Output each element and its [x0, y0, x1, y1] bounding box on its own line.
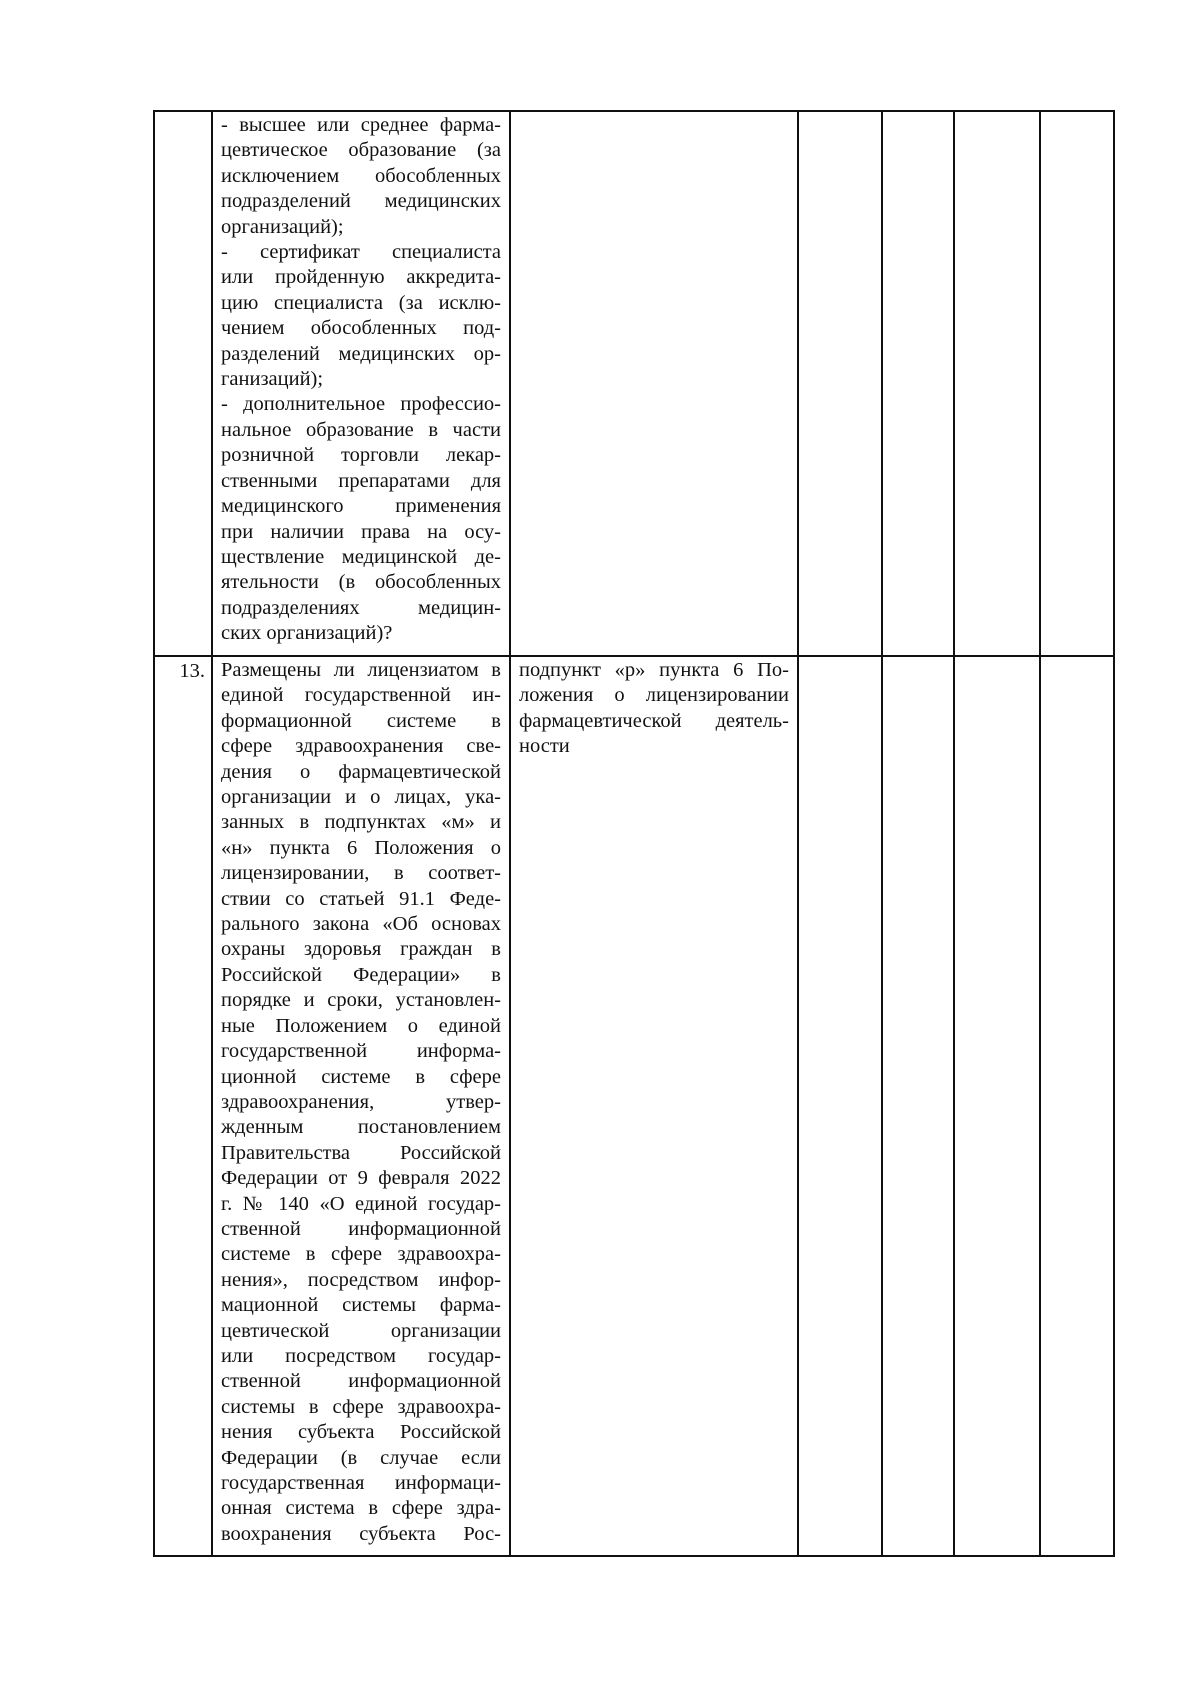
answer-cell-yes — [798, 111, 882, 656]
answer-cell-no — [882, 656, 954, 1556]
text-line: организаций); — [221, 215, 344, 238]
text-line: нения», посредством инфор- — [221, 1268, 501, 1291]
text-line: цевтической организации — [221, 1319, 501, 1342]
answer-cell-no — [882, 111, 954, 656]
text-line: нения субъекта Российской — [221, 1421, 501, 1444]
checklist-table — [153, 110, 1115, 1557]
text-line: занных в подпунктах «м» и — [221, 811, 501, 834]
text-line: или пройденную аккредита- — [221, 266, 501, 289]
text-line: г. № 140 «О единой государ- — [221, 1192, 501, 1215]
text-line: государственной информа- — [221, 1040, 501, 1063]
reference-text — [511, 657, 797, 760]
text-line: системы в сфере здравоохра- — [221, 1395, 501, 1418]
reference-cell — [510, 656, 798, 1556]
text-line: Федерации (в случае если — [221, 1446, 501, 1469]
text-line: подразделений медицинских — [221, 190, 501, 213]
text-line: ложения о лицензировании — [519, 684, 789, 707]
number-cell — [154, 656, 212, 1556]
text-line: - дополнительное профессио- — [221, 393, 501, 416]
text-line: Правительства Российской — [221, 1141, 501, 1164]
text-line: исключением обособленных — [221, 164, 501, 187]
text-line: фармацевтической деятель- — [519, 709, 789, 732]
table-row — [154, 111, 1114, 656]
text-line: ятельности (в обособленных — [221, 571, 501, 594]
text-line: ности — [519, 735, 570, 758]
text-line: подпункт «р» пункта 6 По- — [519, 659, 789, 681]
text-line: ственной информационной — [221, 1217, 501, 1240]
text-line: организации и о лицах, ука- — [221, 786, 501, 809]
notes-cell — [1040, 656, 1114, 1556]
notes-cell — [1040, 111, 1114, 656]
text-line: ских организаций)? — [221, 622, 393, 645]
text-line: системе в сфере здравоохра- — [221, 1243, 501, 1266]
text-line: Размещены ли лицензиатом в — [221, 659, 501, 681]
text-line: цевтическое образование (за — [221, 139, 501, 162]
answer-cell-na — [954, 111, 1040, 656]
text-line: охраны здоровья граждан в — [221, 938, 501, 961]
reference-cell — [510, 111, 798, 656]
question-cell — [212, 111, 510, 656]
text-line: рального закона «Об основах — [221, 913, 501, 936]
row-number — [155, 112, 211, 114]
text-line: жденным постановлением — [221, 1116, 501, 1139]
question-cell — [212, 656, 510, 1556]
text-line: ционной системе в сфере — [221, 1065, 501, 1088]
text-line: розничной торговли лекар- — [221, 444, 501, 467]
question-text — [213, 112, 509, 647]
text-line: подразделениях медицин- — [221, 596, 501, 619]
text-line: «н» пункта 6 Положения о — [221, 836, 501, 859]
answer-cell-yes — [798, 656, 882, 1556]
text-line: мационной системы фарма- — [221, 1294, 501, 1317]
text-line: сфере здравоохранения све- — [221, 735, 501, 758]
text-line: формационной системе в — [221, 709, 501, 732]
row-number: 13. — [179, 660, 205, 682]
question-text — [213, 657, 509, 1547]
text-line: или посредством государ- — [221, 1344, 501, 1367]
text-line: Российской Федерации» в — [221, 963, 501, 986]
answer-cell-na — [954, 656, 1040, 1556]
text-line: медицинского применения — [221, 495, 501, 518]
text-line: цию специалиста (за исклю- — [221, 291, 501, 314]
table-row — [154, 656, 1114, 1556]
text-line: лицензировании, в соответ- — [221, 862, 501, 885]
text-line: ственной информационной — [221, 1370, 501, 1393]
text-line: единой государственной ин- — [221, 684, 501, 707]
text-line: порядке и сроки, установлен- — [221, 989, 501, 1012]
text-line: здравоохранения, утвер- — [221, 1090, 501, 1113]
text-line: ственными препаратами для — [221, 469, 501, 492]
text-line: - сертификат специалиста — [221, 241, 501, 264]
number-cell — [154, 111, 212, 656]
text-line: ствии со статьей 91.1 Феде- — [221, 887, 501, 910]
text-line: дения о фармацевтической — [221, 760, 501, 783]
text-line: государственная информаци- — [221, 1472, 501, 1494]
text-line: - высшее или среднее фарма- — [221, 114, 501, 136]
text-line: Федерации от 9 февраля 2022 — [221, 1167, 501, 1190]
text-line: воохранения субъекта Рос- — [221, 1522, 501, 1545]
text-line: нальное образование в части — [221, 418, 501, 441]
text-line: разделений медицинских ор- — [221, 342, 501, 365]
text-line: онная система в сфере здра- — [221, 1497, 501, 1520]
text-line: ществление медицинской де- — [221, 545, 501, 568]
reference-text — [511, 112, 797, 113]
text-line: при наличии права на осу- — [221, 520, 501, 543]
text-line: ганизаций); — [221, 368, 324, 391]
text-line: чением обособленных под- — [221, 317, 501, 340]
text-line: ные Положением о единой — [221, 1014, 501, 1037]
